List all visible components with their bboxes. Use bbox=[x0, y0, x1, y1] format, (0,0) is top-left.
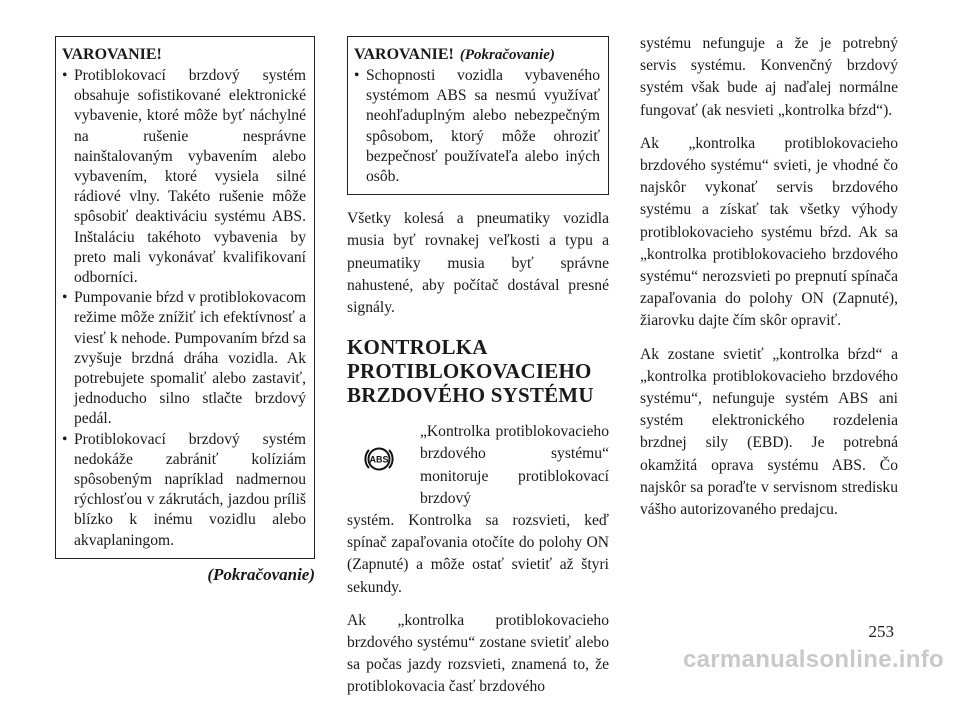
warning-list bbox=[62, 66, 306, 551]
warning-item bbox=[62, 288, 306, 429]
bullet-icon: • bbox=[62, 430, 68, 448]
section-heading: KONTROLKA PROTIBLOKOVACIEHO BRZDOVÉHO SYSTÉMU bbox=[347, 335, 594, 408]
bullet-icon: • bbox=[62, 67, 68, 84]
warning-item-text: Protiblokovací brzdový systém obsahuje sofistikované elektronické vybavenie, ktoré môže byť náchylné na rušenie nesprávne nainštalovaným vybavením alebo vybavením, ktoré vysiela silné rádiové vlny. Takéto rušenie môže spôsobiť deaktiváciu systému ABS. Inštaláciu takéhoto vybavenia by preto mali vykonávať kvalifikovaní odborníci. bbox=[74, 67, 306, 287]
abs-icon-label: ABS bbox=[369, 454, 389, 465]
warning-item-text: Schopnosti vozidla vybaveného systémom ABS sa nesmú využívať neohľaduplným alebo nebezpečným spôsobom, ktorý môže ohroziť bezpečnosť používateľa alebo iných osôb. bbox=[366, 67, 600, 186]
column-left bbox=[55, 36, 315, 585]
warning-item-text: Protiblokovací brzdový systém nedokáže zabrániť kolíziám spôsobeným napríklad nadmernou rýchlosťou v zákrutách, jazdou príliš blízko k inému vozidlu alebo akvaplaningom. bbox=[74, 430, 306, 549]
abs-indicator-block bbox=[347, 421, 609, 510]
abs-warning-light-icon bbox=[363, 443, 395, 475]
warning-item bbox=[354, 66, 600, 187]
continued-label: (Pokračovanie) bbox=[207, 564, 315, 584]
warning-item bbox=[62, 66, 306, 288]
warning-item bbox=[62, 430, 306, 551]
warning-list bbox=[354, 66, 600, 187]
bullet-icon: • bbox=[354, 67, 360, 84]
column-middle bbox=[347, 36, 609, 710]
bullet-icon: • bbox=[62, 289, 68, 307]
warning-box-continued bbox=[347, 36, 609, 195]
paragraph: Ak „kontrolka protiblokovacieho brzdového systému“ svieti, je vhodné čo najskôr vykonať servis brzdového systému a získať tak všetky výhody protiblokovacieho systému bŕzd. Ak sa „kontrolka protiblokovacieho brzdového systému“ nerozsvieti po prepnutí spínača zapaľovania do polohy ON (Zapnuté), žiarovku dajte čím skôr opraviť. bbox=[640, 134, 898, 330]
paragraph: systému nefunguje a že je potrebný servis systému. Konvenčný brzdový systém však bude aj naďalej normálne fungovať (ak nesvieti „kontrolka bŕzd“). bbox=[640, 35, 898, 119]
watermark: carmanualsonline.info bbox=[682, 646, 944, 673]
paragraph: Všetky kolesá a pneumatiky vozidla musia byť rovnakej veľkosti a typu a pneumatiky musia byť správne nahustené, aby počítač dostával presné signály. bbox=[347, 210, 609, 317]
paragraph: Ak „kontrolka protiblokovacieho brzdového systému“ zostane svietiť alebo sa počas jazdy rozsvieti, znamená to, že protiblokovacia časť brzdového bbox=[347, 611, 609, 696]
warning-title: VAROVANIE! bbox=[62, 46, 162, 63]
column-right bbox=[640, 33, 898, 532]
paragraph: Ak zostane svietiť „kontrolka bŕzd“ a „kontrolka protiblokovacieho brzdového systému“, nefunguje systém ABS ani systém elektronického rozdelenia brzdnej sily (EBD). Je potrebná okamžitá oprava systému ABS. Čo najskôr sa poraďte v servisnom stredisku vášho autorizovaného predajcu. bbox=[640, 345, 898, 519]
warning-continued-label: (Pokračovanie) bbox=[459, 47, 555, 63]
page-number: 253 bbox=[868, 622, 894, 641]
abs-intro-text: „Kontrolka protiblokovacieho brzdového systému“ monitoruje protiblokovací brzdový bbox=[420, 423, 609, 507]
warning-title-text: VAROVANIE! bbox=[354, 46, 454, 63]
warning-title bbox=[354, 45, 600, 65]
warning-item-text: Pumpovanie bŕzd v protiblokovacom režime môže znížiť ich efektívnosť a viesť k nehode. Pumpovaním bŕzd sa zvyšuje brzdná dráha vozidla. Ak potrebujete spomaliť alebo zastaviť, jednoducho silno stlačte brzdový pedál. bbox=[74, 289, 306, 428]
paragraph: systém. Kontrolka sa rozsvieti, keď spínač zapaľovania otočíte do polohy ON (Zapnuté) a môže ostať svietiť až štyri sekundy. bbox=[347, 512, 609, 596]
warning-box bbox=[55, 36, 315, 559]
